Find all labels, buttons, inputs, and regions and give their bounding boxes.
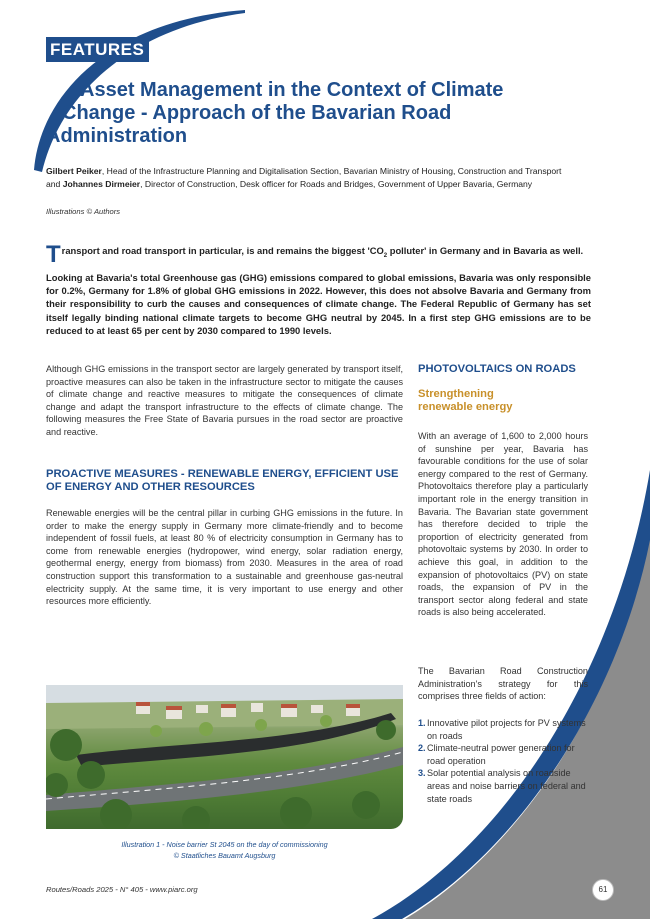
title-line-2: Change - Approach of the Bavarian Road — [62, 102, 452, 124]
subheading-renewable: Strengthening renewable energy — [418, 388, 513, 413]
lead-para-1-b: polluter' in Germany and in Bavaria as well. — [387, 245, 584, 256]
body-paragraph-4: The Bavarian Road Construction Administration's strategy for this comprises three fields of action: — [418, 666, 588, 702]
lead-para-2: Looking at Bavaria's total Greenhouse gas (GHG) emissions compared to global emissions, Bavaria was only responsible for 0.2%, Germany for 1.8% of global GHG emissions in 2022. However, this does not absolve Bavaria and Germany from their responsibility to curb the causes and consequences of climate change. The Federal Republic of Germany has set itself legally binding national climate targets to become GHG neutral by 2045. In a first step GHG emissions are to be reduced to at least 65 per cent by 2030 compared to 1990 levels. — [46, 272, 591, 336]
list-item — [418, 742, 590, 767]
page-footer: Routes/Roads 2025 - N° 405 - www.piarc.org — [46, 885, 198, 894]
title-line-3: Administration — [46, 125, 188, 147]
list-item-text: Climate-neutral power generation for road operation — [427, 743, 575, 766]
noise-barrier-photo — [46, 685, 403, 829]
page-number: 61 — [592, 879, 614, 901]
list-item-number: 3. — [418, 768, 426, 779]
author-name-2: Johannes Dirmeier — [62, 179, 141, 189]
author-role-1: , Head of the Infrastructure Planning and Digitalisation Section, Bavarian Ministry of Housing, Construction and Transport and — [46, 166, 562, 189]
list-item-number: 1. — [418, 718, 426, 728]
list-item-text: Solar potential analysis on roadside areas and noise barriers on federal and state roads — [427, 768, 586, 804]
title-line-1: Asset Management in the Context of Climate — [80, 79, 504, 101]
lead-para-1 — [46, 241, 591, 268]
action-fields-list — [418, 717, 590, 805]
list-item-text: Innovative pilot projects for PV systems on roads — [427, 718, 586, 741]
lead-para-1-sub: 2 — [383, 252, 388, 259]
section-tag: FEATURES — [46, 37, 149, 62]
drop-cap: T — [46, 241, 61, 268]
author-name-1: Gilbert Peiker — [46, 166, 102, 176]
caption-line-1: Illustration 1 - Noise barrier St 2045 on the day of commissioning — [121, 840, 328, 849]
caption-line-2: © Staatliches Bauamt Augsburg — [173, 851, 276, 860]
author-byline — [46, 165, 566, 191]
list-item-number: 2. — [418, 743, 426, 754]
section-heading-proactive: PROACTIVE MEASURES - RENEWABLE ENERGY, EFFICIENT USE OF ENERGY AND OTHER RESOURCES — [46, 468, 399, 493]
photo-caption — [46, 839, 403, 861]
lead-para-1-a: ransport and road transport in particular, is and remains the biggest 'CO — [61, 245, 384, 256]
list-item — [418, 717, 590, 742]
lead-paragraphs — [46, 241, 591, 345]
list-item — [418, 767, 590, 805]
illustration-credits: Illustrations © Authors — [46, 207, 121, 216]
body-paragraph-3: With an average of 1,600 to 2,000 hours of sunshine per year, Bavaria has favourable conditions for the use of solar energy compared to the rest of Germany. Photovoltaics therefore play a particularly important role in the energy transition in Bavaria. The Bavarian state government has therefore decided to triple the proportion of electricity generated from photovoltaic systems by 2030. In order to achieve this goal, in addition to the expansion of photovoltaics (PV) on state roads, the expansion of PV in the transport sector along federal and state roads is also being accelerated. — [418, 431, 588, 618]
photo-illustration — [46, 685, 403, 829]
author-role-2: , Director of Construction, Desk officer for Roads and Bridges, Government of Upper Bavaria, Germany — [140, 179, 533, 189]
body-paragraph-2: Renewable energies will be the central pillar in curbing GHG emissions in the future. In order to make the energy supply in Germany more climate-friendly and to become independent of fossil fuels, at least 80 % of electricity consumption in Germany has to come from renewable energies (hydropower, wind energy, solar radiation energy, geothermal energy, energy from biomass) from 2030. Measures in the area of road construction support this transformation to a sustainable and greenhouse gas-neutral electricity supply. At the same time, it is very important to use energy and other resources more efficiently. — [46, 508, 403, 607]
article-title — [46, 79, 566, 148]
body-paragraph-1: Although GHG emissions in the transport sector are largely generated by transport itself, proactive measures can also be taken in the infrastructure sector to mitigate the causes of climate change and reactive measures to mitigate the consequences of climate change and adapt the transport infrastructure to the effects of climate change. The following measures the Free State of Bavaria pursues in the road sector are proactive and reactive. — [46, 364, 403, 437]
section-heading-photovoltaics: PHOTOVOLTAICS ON ROADS — [418, 363, 576, 375]
